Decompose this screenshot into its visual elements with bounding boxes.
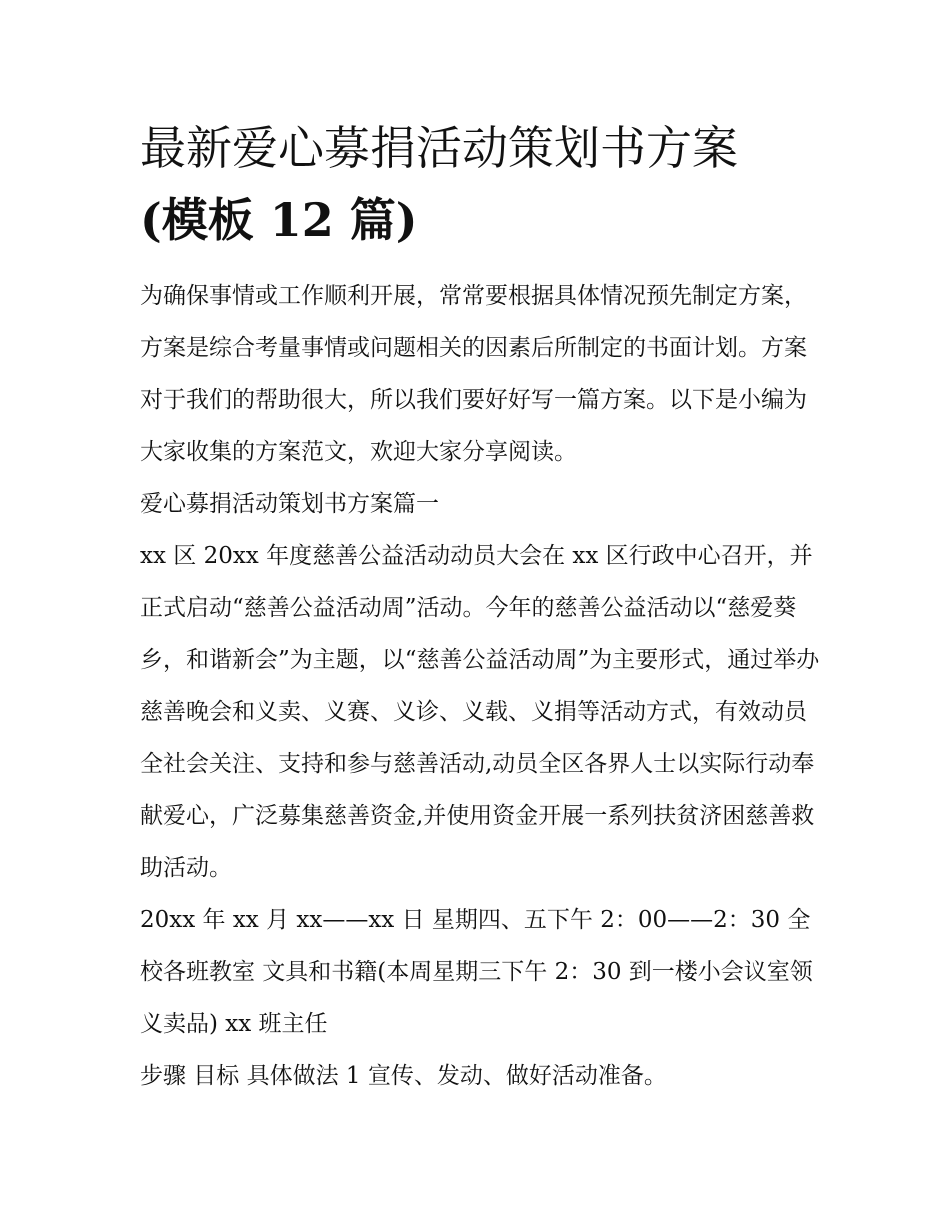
document-body <box>140 270 820 1102</box>
schedule-paragraph: 20xx 年 xx 月 xx——xx 日 星期四、五下午 2：00——2：30 全校各班教室 文具和书籍(本周星期三下午 2：30 到一楼小会议室领义卖品) xx 班主任 <box>140 907 813 1037</box>
intro-paragraph: 为确保事情或工作顺利开展，常常要根据具体情况预先制定方案，方案是综合考量事情或问题相关的因素后所制定的书面计划。方案对于我们的帮助很大，所以我们要好好写一篇方案。以下是小编为大家收集的方案范文，欢迎大家分享阅读。 <box>140 283 807 465</box>
body-paragraph: xx 区 20xx 年度慈善公益活动动员大会在 xx 区行政中心召开，并正式启动“慈善公益活动周”活动。今年的慈善公益活动以“慈爱葵乡，和谐新会”为主题，以“慈善公益活动周”为主要形式，通过举办慈善晚会和义卖、义赛、义诊、义载、义捐等活动方式，有效动员全社会关注、支持和参与慈善活动,动员全区各界人士以实际行动奉献爱心，广泛募集慈善资金,并使用资金开展一系列扶贫济困慈善救助活动。 <box>140 543 820 881</box>
title-line-2: (模板 12 篇) <box>140 193 418 247</box>
steps-paragraph: 步骤 目标 具体做法 1 宣传、发动、做好活动准备。 <box>140 1063 667 1089</box>
document-title <box>140 112 820 256</box>
section-heading: 爱心募捐活动策划书方案篇一 <box>140 491 439 517</box>
document-content <box>140 112 820 1102</box>
title-line-1: 最新爱心募捐活动策划书方案 <box>140 121 738 175</box>
